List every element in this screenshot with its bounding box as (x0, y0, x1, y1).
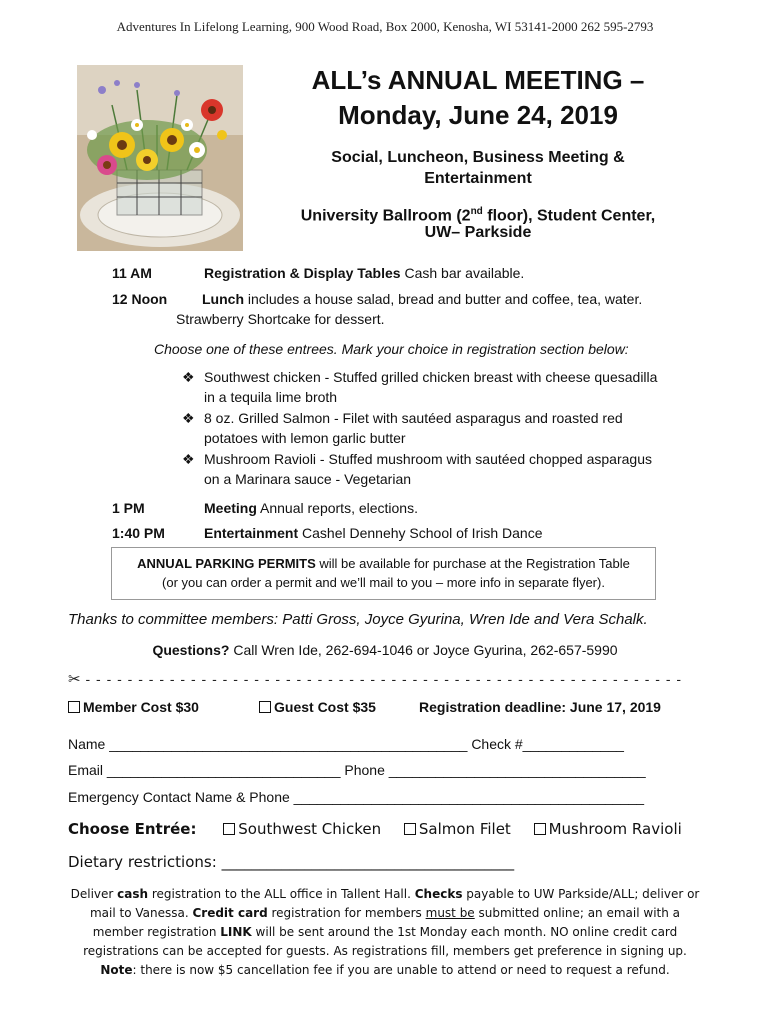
emergency-row (68, 789, 644, 805)
footer-bold: Checks (414, 887, 463, 901)
guest-cost-option[interactable] (259, 699, 376, 715)
time-11am: 11 AM (112, 265, 152, 281)
entertainment-label: Entertainment (204, 525, 299, 541)
diamond-bullet-icon: ❖ (182, 410, 195, 426)
parking-permits-notice (111, 547, 656, 600)
option-southwest-chicken[interactable] (223, 820, 381, 838)
entree-item-salmon (182, 408, 702, 448)
option-mushroom-ravioli[interactable] (534, 820, 682, 838)
cut-line (68, 670, 682, 688)
event-title: ALL’s ANNUAL MEETING – (311, 65, 645, 95)
questions-text: Call Wren Ide, 262-694-1046 or Joyce Gyurina, 262-657-5990 (229, 642, 618, 658)
lunch-label: Lunch (202, 291, 244, 307)
email-label: Email (68, 762, 104, 778)
schedule-registration (204, 263, 524, 283)
parking-line2: (or you can order a permit and we’ll mail to you – more info in separate flyer). (162, 575, 605, 590)
time-140pm: 1:40 PM (112, 525, 165, 541)
emergency-contact-label: Emergency Contact Name & Phone (68, 789, 290, 805)
entree-item-southwest (182, 367, 702, 407)
footer-text: will be sent around the 1st Monday each month. NO online credit card registrations can be accepted for guests. As registrations fill, members get preference in signing up. (83, 925, 687, 958)
entertainment-text: Cashel Dennehy School of Irish Dance (298, 525, 543, 541)
dashed-line: - - - - - - - - - - - - - - - - - - - - - - - - - - - - - - - - - - - - - - - - - - - - - - - - - - - - - - - - - (85, 671, 683, 687)
footer-bold: cash (117, 887, 149, 901)
check-number-field[interactable]: _____________ (522, 736, 624, 752)
footer-underline: must be (425, 906, 475, 920)
dietary-label: Dietary restrictions: (68, 853, 217, 871)
southwest-chicken-label: Southwest Chicken (238, 820, 382, 838)
time-12noon: 12 Noon (112, 291, 168, 307)
phone-field[interactable]: _________________________________ (388, 762, 646, 778)
footer-text: : there is now $5 cancellation fee if you are unable to attend or need to request a refund. (132, 963, 670, 977)
meeting-label: Meeting (204, 500, 257, 516)
mushroom-ravioli-checkbox[interactable] (534, 823, 546, 835)
parking-line1 (112, 554, 655, 573)
lunch-dessert: Strawberry Shortcake for dessert. (176, 311, 385, 327)
committee-thanks: Thanks to committee members: Patti Gross, Joyce Gyurina, Wren Ide and Vera Schalk. (68, 611, 648, 628)
name-field[interactable]: ______________________________________________ (109, 736, 468, 752)
choose-entree-label: Choose Entrée: (68, 820, 197, 838)
mushroom-ravioli-label: Mushroom Ravioli (548, 820, 682, 838)
footer-bold: LINK (220, 925, 252, 939)
footer-text: registration to the ALL office in Tallent Hall. (148, 887, 415, 901)
salmon-filet-label: Salmon Filet (418, 820, 511, 838)
schedule-entertainment (204, 523, 542, 543)
event-date: Monday, June 24, 2019 (338, 100, 618, 130)
member-cost-checkbox[interactable] (68, 701, 80, 713)
entree-desc-line: on a Marinara sauce - Vegetarian (204, 471, 412, 487)
venue-text-pre: University Ballroom (2 (300, 207, 471, 225)
entree-desc-line: 8 oz. Grilled Salmon - Filet with sautéed asparagus and roasted red (204, 410, 623, 426)
footer-text: payable to UW Parkside/ALL; deliver or mail to Vanessa. (89, 887, 700, 920)
email-field[interactable]: ______________________________ (106, 762, 341, 778)
emergency-contact-field[interactable]: _____________________________________________ (293, 789, 645, 805)
schedule-lunch (202, 289, 642, 309)
footer-text: registration for members (267, 906, 426, 920)
member-cost-label: Member Cost $30 (83, 699, 199, 715)
footer-text: submitted online; an email with a member registration (92, 906, 681, 939)
event-subtitle-line1: Social, Luncheon, Business Meeting & (331, 149, 625, 166)
payment-instructions (70, 885, 700, 980)
venue-superscript: nd (470, 206, 483, 217)
member-cost-option[interactable] (68, 699, 199, 715)
footer-bold: Credit card (192, 906, 268, 920)
email-row (68, 762, 646, 778)
salmon-filet-checkbox[interactable] (404, 823, 416, 835)
venue-text-post: floor), Student Center, (482, 207, 656, 225)
entree-desc-line: in a tequila lime broth (204, 389, 338, 405)
entree-choice-row (68, 820, 682, 838)
guest-cost-label: Guest Cost $35 (274, 699, 376, 715)
meeting-text: Annual reports, elections. (256, 500, 418, 516)
questions-label: Questions? (152, 642, 230, 658)
footer-bold: Note (100, 963, 133, 977)
entree-instructions: Choose one of these entrees. Mark your choice in registration section below: (154, 341, 629, 357)
diamond-bullet-icon: ❖ (182, 369, 195, 385)
org-address-header: Adventures In Lifelong Learning, 900 Wood Road, Box 2000, Kenosha, WI 53141-2000 262 595-2793 (116, 19, 654, 34)
name-label: Name (68, 736, 106, 752)
time-1pm: 1 PM (112, 500, 145, 516)
dietary-field[interactable]: _______________________________________ (221, 853, 515, 871)
registration-text: Cash bar available. (400, 265, 525, 281)
event-subtitle-line2: Entertainment (424, 170, 532, 187)
phone-label: Phone (344, 762, 385, 778)
guest-cost-checkbox[interactable] (259, 701, 271, 713)
schedule-meeting (204, 498, 418, 518)
venue-line2: UW– Parkside (424, 224, 532, 241)
parking-text: will be available for purchase at the Registration Table (315, 556, 630, 571)
check-label: Check # (471, 736, 523, 752)
name-row (68, 736, 624, 752)
parking-label: ANNUAL PARKING PERMITS (137, 556, 316, 571)
entree-desc-line: Mushroom Ravioli - Stuffed mushroom with sautéed chopped asparagus (204, 451, 652, 467)
option-salmon-filet[interactable] (404, 820, 511, 838)
flower-centerpiece-photo (77, 65, 243, 251)
registration-deadline: Registration deadline: June 17, 2019 (419, 699, 661, 715)
dietary-row (68, 853, 514, 871)
entree-desc-line: Southwest chicken - Stuffed grilled chicken breast with cheese quesadilla (204, 369, 658, 385)
entree-item-ravioli (182, 449, 702, 489)
lunch-text: includes a house salad, bread and butter and coffee, tea, water. (244, 291, 643, 307)
registration-label: Registration & Display Tables (204, 265, 401, 281)
footer-text: Deliver (70, 887, 118, 901)
southwest-chicken-checkbox[interactable] (223, 823, 235, 835)
entree-desc-line: potatoes with lemon garlic butter (204, 430, 406, 446)
questions-contact (0, 642, 770, 658)
scissors-icon: ✂ (68, 671, 81, 688)
diamond-bullet-icon: ❖ (182, 451, 195, 467)
